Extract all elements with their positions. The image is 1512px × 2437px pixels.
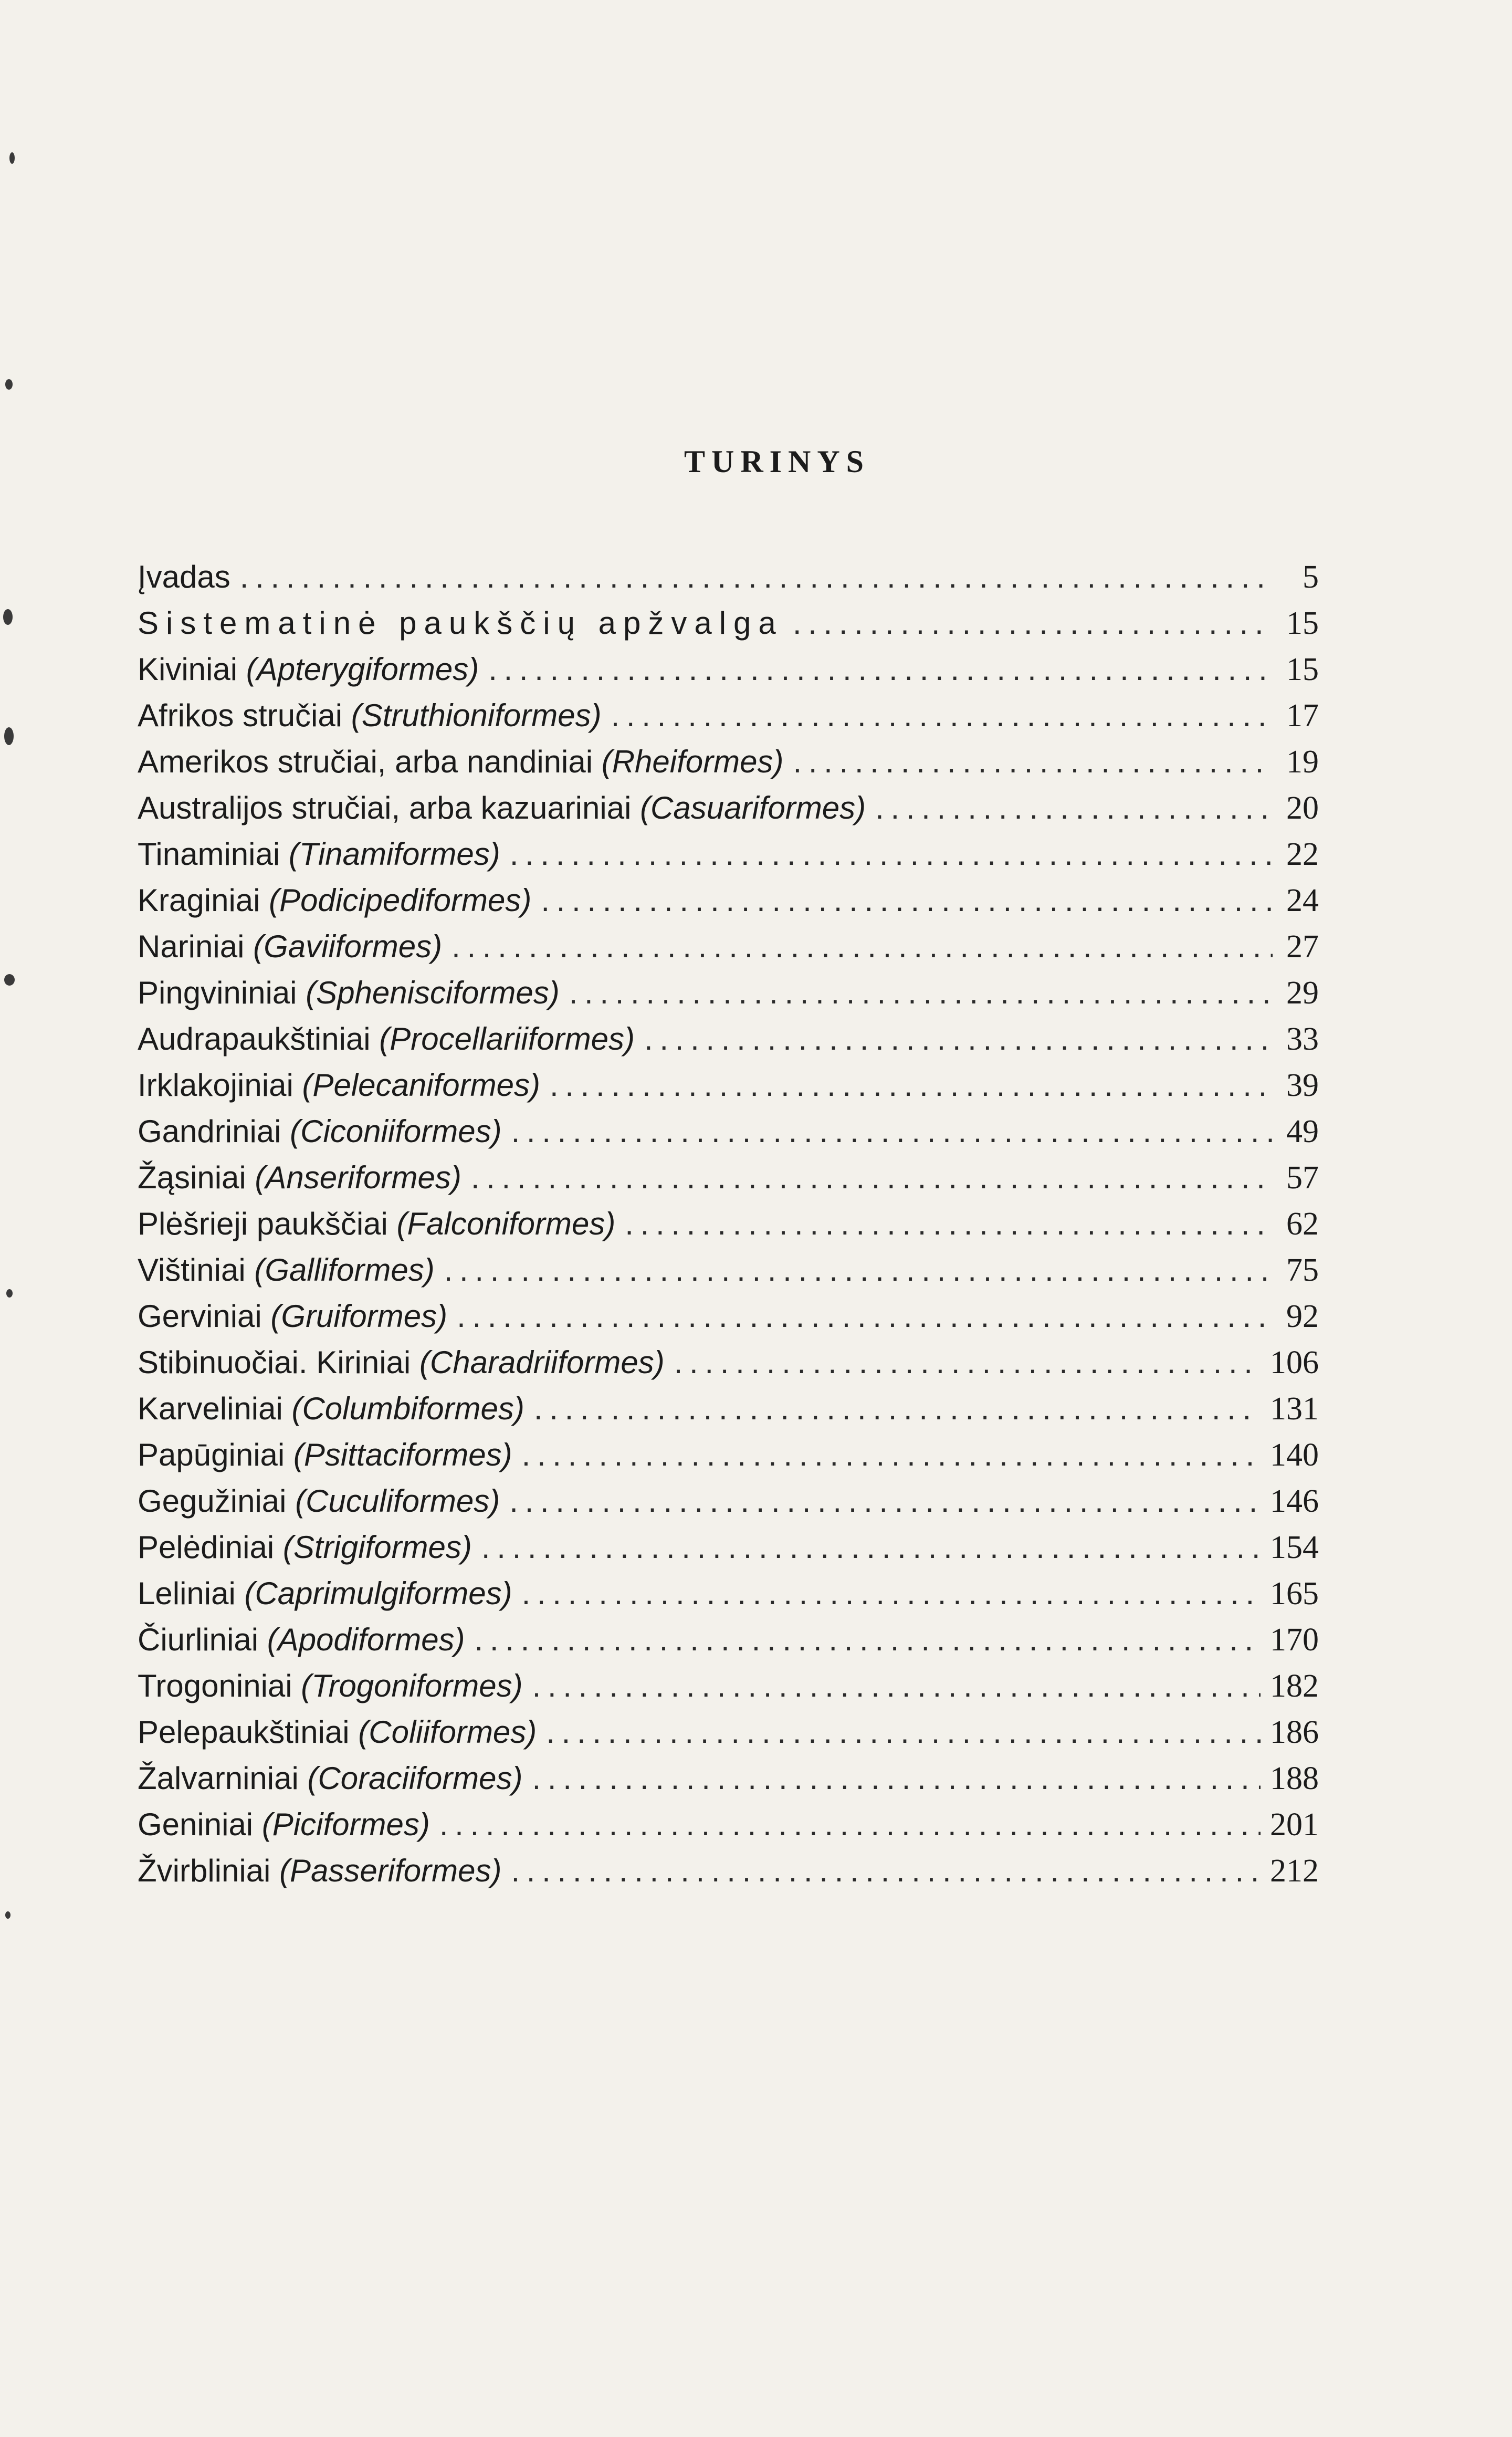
dot-leader xyxy=(510,831,1273,877)
toc-entry-label xyxy=(138,1617,465,1663)
toc-entry-latin-name: (Strigiformes) xyxy=(282,1530,472,1565)
toc-entry-name: Afrikos stručiai xyxy=(138,698,343,733)
toc-entry xyxy=(138,554,1319,600)
toc-entry-name: Kraginiai xyxy=(138,883,260,918)
toc-entry-name: Australijos stručiai, arba kazuariniai xyxy=(138,790,632,825)
dot-leader xyxy=(481,1524,1261,1571)
toc-entry-label xyxy=(138,1571,512,1617)
toc-entry xyxy=(138,646,1319,693)
toc-entry-label xyxy=(138,1340,665,1386)
toc-entry xyxy=(138,924,1319,970)
toc-entry-page-number: 57 xyxy=(1286,1160,1319,1196)
toc-entry-latin-name: (Rheiformes) xyxy=(601,744,784,779)
toc-entry-name: Leliniai xyxy=(138,1576,236,1611)
dot-leader xyxy=(511,1848,1261,1894)
margin-speck xyxy=(4,974,15,986)
dot-leader xyxy=(475,1617,1261,1663)
toc-entry xyxy=(138,1432,1319,1478)
margin-speck xyxy=(3,609,13,625)
toc-entry-page-number: 131 xyxy=(1270,1391,1319,1427)
dot-leader xyxy=(611,693,1273,739)
toc-entry-label xyxy=(138,1709,537,1755)
toc-entry-label xyxy=(138,1524,472,1571)
toc-entry-page-number: 39 xyxy=(1286,1068,1319,1103)
dot-leader xyxy=(550,1062,1273,1108)
dot-leader xyxy=(471,1155,1273,1201)
toc-entry-latin-name: (Charadriiformes) xyxy=(419,1345,665,1380)
toc-entry-latin-name: (Galliformes) xyxy=(254,1252,435,1288)
toc-entry-page-number: 212 xyxy=(1270,1853,1319,1889)
margin-speck xyxy=(5,1911,10,1919)
toc-entry-page-number: 182 xyxy=(1270,1668,1319,1704)
toc-entry-latin-name: (Sphenisciformes) xyxy=(306,975,560,1010)
toc-entry-label xyxy=(138,739,783,785)
toc-entry-page-number: 92 xyxy=(1286,1299,1319,1334)
toc-entry-latin-name: (Coliiformes) xyxy=(358,1714,537,1750)
toc-entry xyxy=(138,1709,1319,1755)
toc-entry xyxy=(138,1755,1319,1802)
toc-entry xyxy=(138,1802,1319,1848)
toc-entry-name: Pelepaukštiniai xyxy=(138,1714,350,1750)
toc-entry-page-number: 22 xyxy=(1286,836,1319,872)
toc-entry xyxy=(138,693,1319,739)
toc-entry-latin-name: (Apodiformes) xyxy=(267,1622,465,1657)
toc-entry-name: Pingvininiai xyxy=(138,975,297,1010)
toc-entry-label xyxy=(138,554,230,600)
toc-entry-latin-name: (Tinamiformes) xyxy=(288,836,500,872)
toc-entry xyxy=(138,1617,1319,1663)
toc-entry-page-number: 106 xyxy=(1270,1345,1319,1380)
toc-entry xyxy=(138,1201,1319,1247)
dot-leader xyxy=(541,877,1273,924)
toc-entry-name: Papūginiai xyxy=(138,1437,285,1472)
dot-leader xyxy=(509,1478,1261,1524)
toc-entry xyxy=(138,1478,1319,1524)
toc-entry xyxy=(138,1663,1319,1709)
toc-entry-latin-name: (Psittaciformes) xyxy=(293,1437,512,1472)
toc-entry-label xyxy=(138,600,783,646)
toc-entry-name: Tinaminiai xyxy=(138,836,280,872)
toc-entry xyxy=(138,1340,1319,1386)
toc-entry xyxy=(138,739,1319,785)
toc-entry-name: Gerviniai xyxy=(138,1299,262,1334)
toc-entry xyxy=(138,1293,1319,1340)
dot-leader xyxy=(625,1201,1273,1247)
toc-entry-label xyxy=(138,1663,523,1709)
toc-entry-name: Gegužiniai xyxy=(138,1483,287,1519)
toc-entry-page-number: 62 xyxy=(1286,1206,1319,1242)
toc-entry-latin-name: (Cuculiformes) xyxy=(295,1483,500,1519)
dot-leader xyxy=(444,1247,1273,1293)
dot-leader xyxy=(569,970,1273,1016)
toc-entry xyxy=(138,1571,1319,1617)
toc-entry-label xyxy=(138,1293,447,1340)
toc-entry xyxy=(138,1108,1319,1155)
dot-leader xyxy=(534,1386,1261,1432)
toc-entry-name: Gandriniai xyxy=(138,1114,281,1149)
toc-entry-label xyxy=(138,1247,435,1293)
toc-entry-label xyxy=(138,877,531,924)
toc-entry-page-number: 170 xyxy=(1270,1622,1319,1658)
toc-entry-label xyxy=(138,1478,500,1524)
toc-entry-latin-name: (Casuariformes) xyxy=(640,790,866,825)
toc-entry-page-number: 154 xyxy=(1270,1530,1319,1565)
toc-entry-label xyxy=(138,1755,523,1802)
toc-entry-name: Pelėdiniai xyxy=(138,1530,275,1565)
toc-entry-label xyxy=(138,1201,615,1247)
toc-entry-name: Karveliniai xyxy=(138,1391,283,1426)
margin-speck xyxy=(9,152,15,164)
toc-entry xyxy=(138,1062,1319,1108)
toc-entry-page-number: 24 xyxy=(1286,883,1319,918)
toc-entry-page-number: 165 xyxy=(1270,1576,1319,1612)
toc-entry-page-number: 20 xyxy=(1286,790,1319,826)
dot-leader xyxy=(511,1108,1273,1155)
dot-leader xyxy=(439,1802,1261,1848)
table-of-contents xyxy=(138,554,1319,1894)
toc-entry-latin-name: (Ciconiiformes) xyxy=(290,1114,502,1149)
toc-entry xyxy=(138,1386,1319,1432)
toc-entry-name: Žvirbliniai xyxy=(138,1853,271,1888)
toc-entry-page-number: 27 xyxy=(1286,929,1319,965)
toc-entry-latin-name: (Passeriformes) xyxy=(279,1853,502,1888)
toc-entry-label xyxy=(138,1062,540,1108)
toc-entry-name: Plėšrieji paukščiai xyxy=(138,1206,388,1241)
toc-entry-name: Kiviniai xyxy=(138,652,238,687)
toc-entry xyxy=(138,831,1319,877)
dot-leader xyxy=(546,1709,1261,1755)
toc-entry-latin-name: (Procellariiformes) xyxy=(379,1021,635,1057)
toc-entry-page-number: 33 xyxy=(1286,1021,1319,1057)
toc-entry-page-number: 29 xyxy=(1286,975,1319,1011)
toc-entry-label xyxy=(138,785,866,831)
toc-entry-label xyxy=(138,1155,461,1201)
toc-entry-latin-name: (Coraciiformes) xyxy=(307,1761,523,1796)
margin-speck xyxy=(5,379,13,390)
toc-entry-page-number: 5 xyxy=(1303,559,1319,595)
toc-entry-latin-name: (Apterygiformes) xyxy=(246,652,479,687)
toc-entry-label xyxy=(138,1108,502,1155)
dot-leader xyxy=(488,646,1273,693)
toc-entry-name: Nariniai xyxy=(138,929,245,964)
dot-leader xyxy=(793,600,1273,646)
toc-entry-latin-name: (Gaviiformes) xyxy=(253,929,443,964)
toc-entry-latin-name: (Podicipediformes) xyxy=(269,883,532,918)
dot-leader xyxy=(875,785,1273,831)
toc-entry xyxy=(138,1016,1319,1062)
toc-entry-label xyxy=(138,1802,430,1848)
toc-entry xyxy=(138,970,1319,1016)
dot-leader xyxy=(532,1755,1261,1802)
toc-entry-label xyxy=(138,693,602,739)
toc-entry-label xyxy=(138,1848,501,1894)
toc-entry-name: Vištiniai xyxy=(138,1252,246,1288)
toc-entry-name: Irklakojiniai xyxy=(138,1068,293,1103)
dot-leader xyxy=(793,739,1273,785)
toc-entry-name: Trogoniniai xyxy=(138,1668,292,1703)
toc-entry-latin-name: (Caprimulgiformes) xyxy=(244,1576,512,1611)
toc-entry xyxy=(138,1524,1319,1571)
toc-entry-name: Žąsiniai xyxy=(138,1160,246,1195)
toc-entry-page-number: 19 xyxy=(1286,744,1319,780)
toc-entry-latin-name: (Trogoniformes) xyxy=(301,1668,523,1703)
toc-entry-label xyxy=(138,1016,635,1062)
toc-entry-label xyxy=(138,970,560,1016)
toc-entry-page-number: 186 xyxy=(1270,1714,1319,1750)
toc-entry-name: Čiurliniai xyxy=(138,1622,259,1657)
dot-leader xyxy=(522,1432,1261,1478)
toc-entry-name: Stibinuočiai. Kiriniai xyxy=(138,1345,411,1380)
toc-entry-page-number: 49 xyxy=(1286,1114,1319,1149)
toc-entry-label xyxy=(138,1386,524,1432)
dot-leader xyxy=(452,924,1273,970)
toc-entry-name: Amerikos stručiai, arba nandiniai xyxy=(138,744,593,779)
toc-entry-name: Sistematinė paukščių apžvalga xyxy=(138,605,783,641)
toc-entry-latin-name: (Pelecaniformes) xyxy=(302,1068,540,1103)
toc-entry xyxy=(138,600,1319,646)
toc-entry-page-number: 201 xyxy=(1270,1807,1319,1843)
toc-entry-label xyxy=(138,924,442,970)
toc-entry-page-number: 17 xyxy=(1286,698,1319,734)
toc-entry-latin-name: (Struthioniformes) xyxy=(351,698,602,733)
toc-entry-latin-name: (Columbiformes) xyxy=(291,1391,524,1426)
toc-entry-latin-name: (Gruiformes) xyxy=(270,1299,448,1334)
toc-entry xyxy=(138,1247,1319,1293)
toc-entry xyxy=(138,1155,1319,1201)
toc-entry-label xyxy=(138,1432,512,1478)
page-title: TURINYS xyxy=(684,444,870,479)
toc-entry-label xyxy=(138,831,500,877)
toc-entry-page-number: 140 xyxy=(1270,1437,1319,1473)
toc-entry-latin-name: (Anseriformes) xyxy=(255,1160,461,1195)
dot-leader xyxy=(522,1571,1261,1617)
toc-entry-name: Žalvarniniai xyxy=(138,1761,299,1796)
toc-entry xyxy=(138,785,1319,831)
toc-entry-page-number: 146 xyxy=(1270,1483,1319,1519)
toc-entry xyxy=(138,1848,1319,1894)
dot-leader xyxy=(674,1340,1261,1386)
toc-entry-latin-name: (Falconiformes) xyxy=(396,1206,616,1241)
toc-entry xyxy=(138,877,1319,924)
toc-entry-name: Geniniai xyxy=(138,1807,254,1842)
toc-entry-page-number: 15 xyxy=(1286,652,1319,687)
dot-leader xyxy=(240,554,1273,600)
toc-entry-label xyxy=(138,646,479,693)
dot-leader xyxy=(532,1663,1261,1709)
toc-entry-name: Audrapaukštiniai xyxy=(138,1021,371,1057)
dot-leader xyxy=(644,1016,1273,1062)
toc-entry-latin-name: (Piciformes) xyxy=(261,1807,430,1842)
margin-speck xyxy=(4,727,14,745)
toc-entry-name: Įvadas xyxy=(138,559,230,594)
toc-entry-page-number: 75 xyxy=(1286,1252,1319,1288)
toc-entry-page-number: 188 xyxy=(1270,1761,1319,1796)
margin-speck xyxy=(6,1289,13,1298)
dot-leader xyxy=(457,1293,1273,1340)
toc-entry-page-number: 15 xyxy=(1286,605,1319,641)
